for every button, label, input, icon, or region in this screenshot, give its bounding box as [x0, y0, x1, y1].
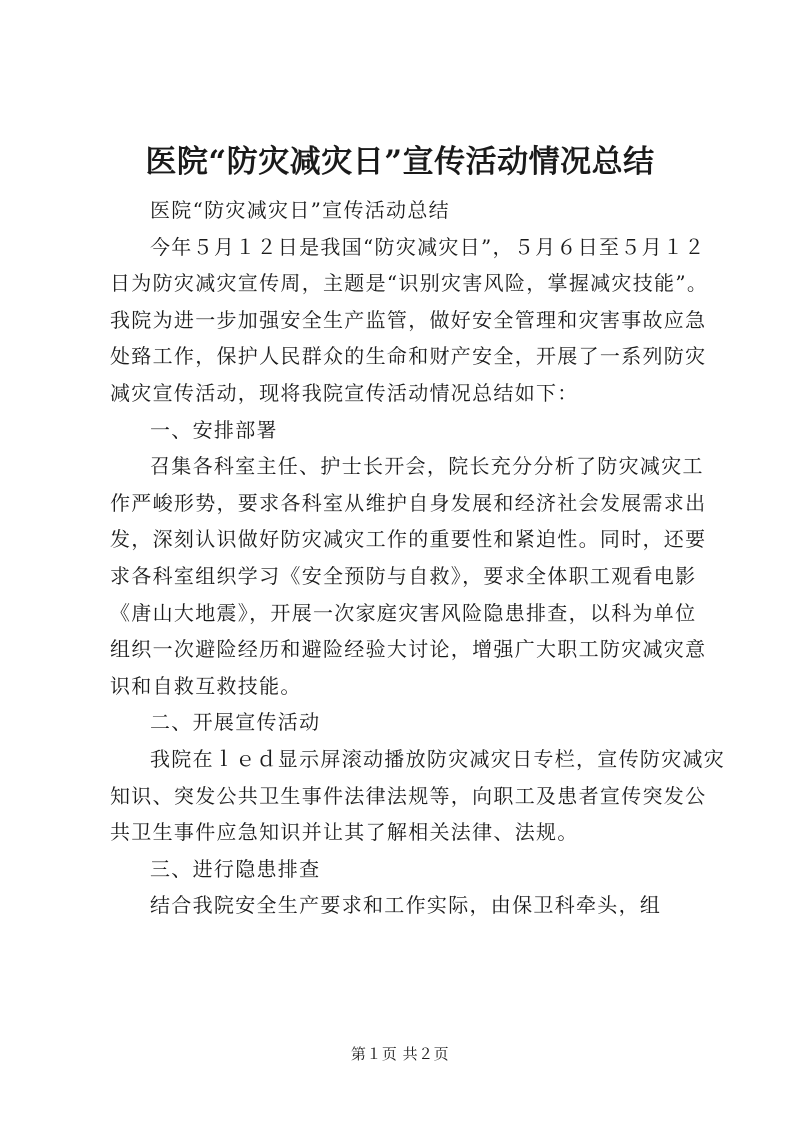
paragraph-line: 组织一次避险经历和避险经验大讨论，增强广大职工防灾减灾意 [110, 637, 707, 662]
section-heading: 一、安排部署 [150, 417, 278, 442]
paragraph-line: 识和自救互救技能。 [110, 673, 302, 698]
paragraph-line: 我院为进一步加强安全生产监管，做好安全管理和灾害事故应急 [110, 307, 707, 332]
paragraph-line: 日为防灾减灾宣传周，主题是“识别灾害风险，掌握减灾技能”。 [110, 271, 709, 296]
document-title: 医院“防灾减灾日”宣传活动情况总结 [145, 144, 655, 180]
paragraph-line: 求各科室组织学习《安全预防与自救》，要求全体职工观看电影 [110, 563, 697, 588]
paragraph-line: 结合我院安全生产要求和工作实际，由保卫科牵头，组 [150, 893, 662, 918]
section-heading: 二、开展宣传活动 [150, 710, 321, 735]
paragraph-line: 我院在ｌｅｄ显示屏滚动播放防灾减灾日专栏，宣传防灾减灾 [150, 746, 726, 771]
paragraph-line: 《唐山大地震》，开展一次家庭灾害风险隐患排查，以科为单位 [110, 600, 697, 625]
paragraph-line: 作严峻形势，要求各科室从维护自身发展和经济社会发展需求出 [110, 490, 707, 515]
section-heading: 三、进行隐患排查 [150, 856, 321, 881]
paragraph-line: 处臵工作，保护人民群众的生命和财产安全，开展了一系列防灾 [110, 344, 707, 369]
paragraph-line: 知识、突发公共卫生事件法律法规等，向职工及患者宣传突发公 [110, 783, 707, 808]
paragraph-line: 减灾宣传活动，现将我院宣传活动情况总结如下： [110, 380, 579, 405]
paragraph-line: 今年５月１２日是我国“防灾减灾日”，５月６日至５月１２ [150, 234, 706, 259]
paragraph-line: 共卫生事件应急知识并让其了解相关法律、法规。 [110, 820, 579, 845]
document-body [110, 192, 726, 924]
paragraph-line: 召集各科室主任、护士长开会，院长充分分析了防灾减灾工 [150, 454, 704, 479]
page-footer: 第１页 共２页 [350, 1045, 450, 1063]
document-subtitle: 医院“防灾减灾日”宣传活动总结 [150, 198, 450, 222]
paragraph-line: 发，深刻认识做好防灾减灾工作的重要性和紧迫性。同时，还要 [110, 527, 707, 552]
